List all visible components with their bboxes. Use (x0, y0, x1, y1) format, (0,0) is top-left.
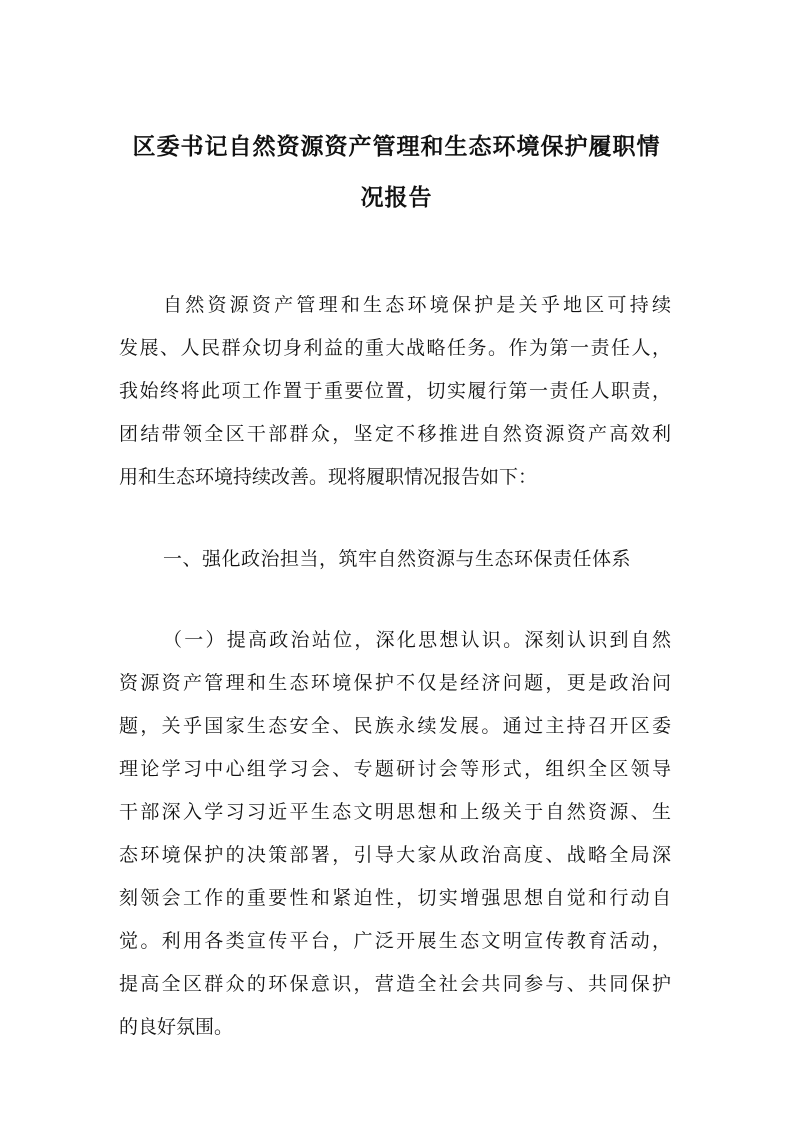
paragraph-line: 刻领会工作的重要性和紧迫性，切实增强思想自觉和行动自 (119, 887, 671, 909)
document-title-line-2: 况报告 (360, 185, 433, 211)
paragraph-line: 的良好氛围。 (119, 1016, 234, 1038)
intro-line: 发展、人民群众切身利益的重大战略任务。作为第一责任人， (119, 337, 671, 359)
paragraph-line: 干部深入学习习近平生态文明思想和上级关于自然资源、生 (119, 801, 671, 823)
intro-line: 用和生态环境持续改善。现将履职情况报告如下： (119, 466, 538, 488)
paragraph-line: 态环境保护的决策部署，引导大家从政治高度、战略全局深 (119, 844, 671, 866)
intro-line: 自然资源资产管理和生态环境保护是关乎地区可持续 (163, 294, 671, 316)
document-title-line-1: 区委书记自然资源资产管理和生态环境保护履职情 (132, 134, 661, 160)
paragraph-line: 觉。利用各类宣传平台，广泛开展生态文明宣传教育活动， (119, 930, 671, 952)
paragraph-line: （一）提高政治站位，深化思想认识。深刻认识到自然 (163, 629, 671, 651)
intro-line: 我始终将此项工作置于重要位置，切实履行第一责任人职责， (119, 380, 671, 402)
paragraph-line: 理论学习中心组学习会、专题研讨会等形式，组织全区领导 (119, 758, 671, 780)
paragraph-line: 提高全区群众的环保意识，营造全社会共同参与、共同保护 (119, 973, 671, 995)
section-heading: 一、强化政治担当，筑牢自然资源与生态环保责任体系 (163, 548, 632, 570)
paragraph-line: 资源资产管理和生态环境保护不仅是经济问题，更是政治问 (119, 672, 671, 694)
paragraph-line: 题，关乎国家生态安全、民族永续发展。通过主持召开区委 (119, 715, 671, 737)
intro-line: 团结带领全区干部群众，坚定不移推进自然资源资产高效利 (119, 423, 671, 445)
